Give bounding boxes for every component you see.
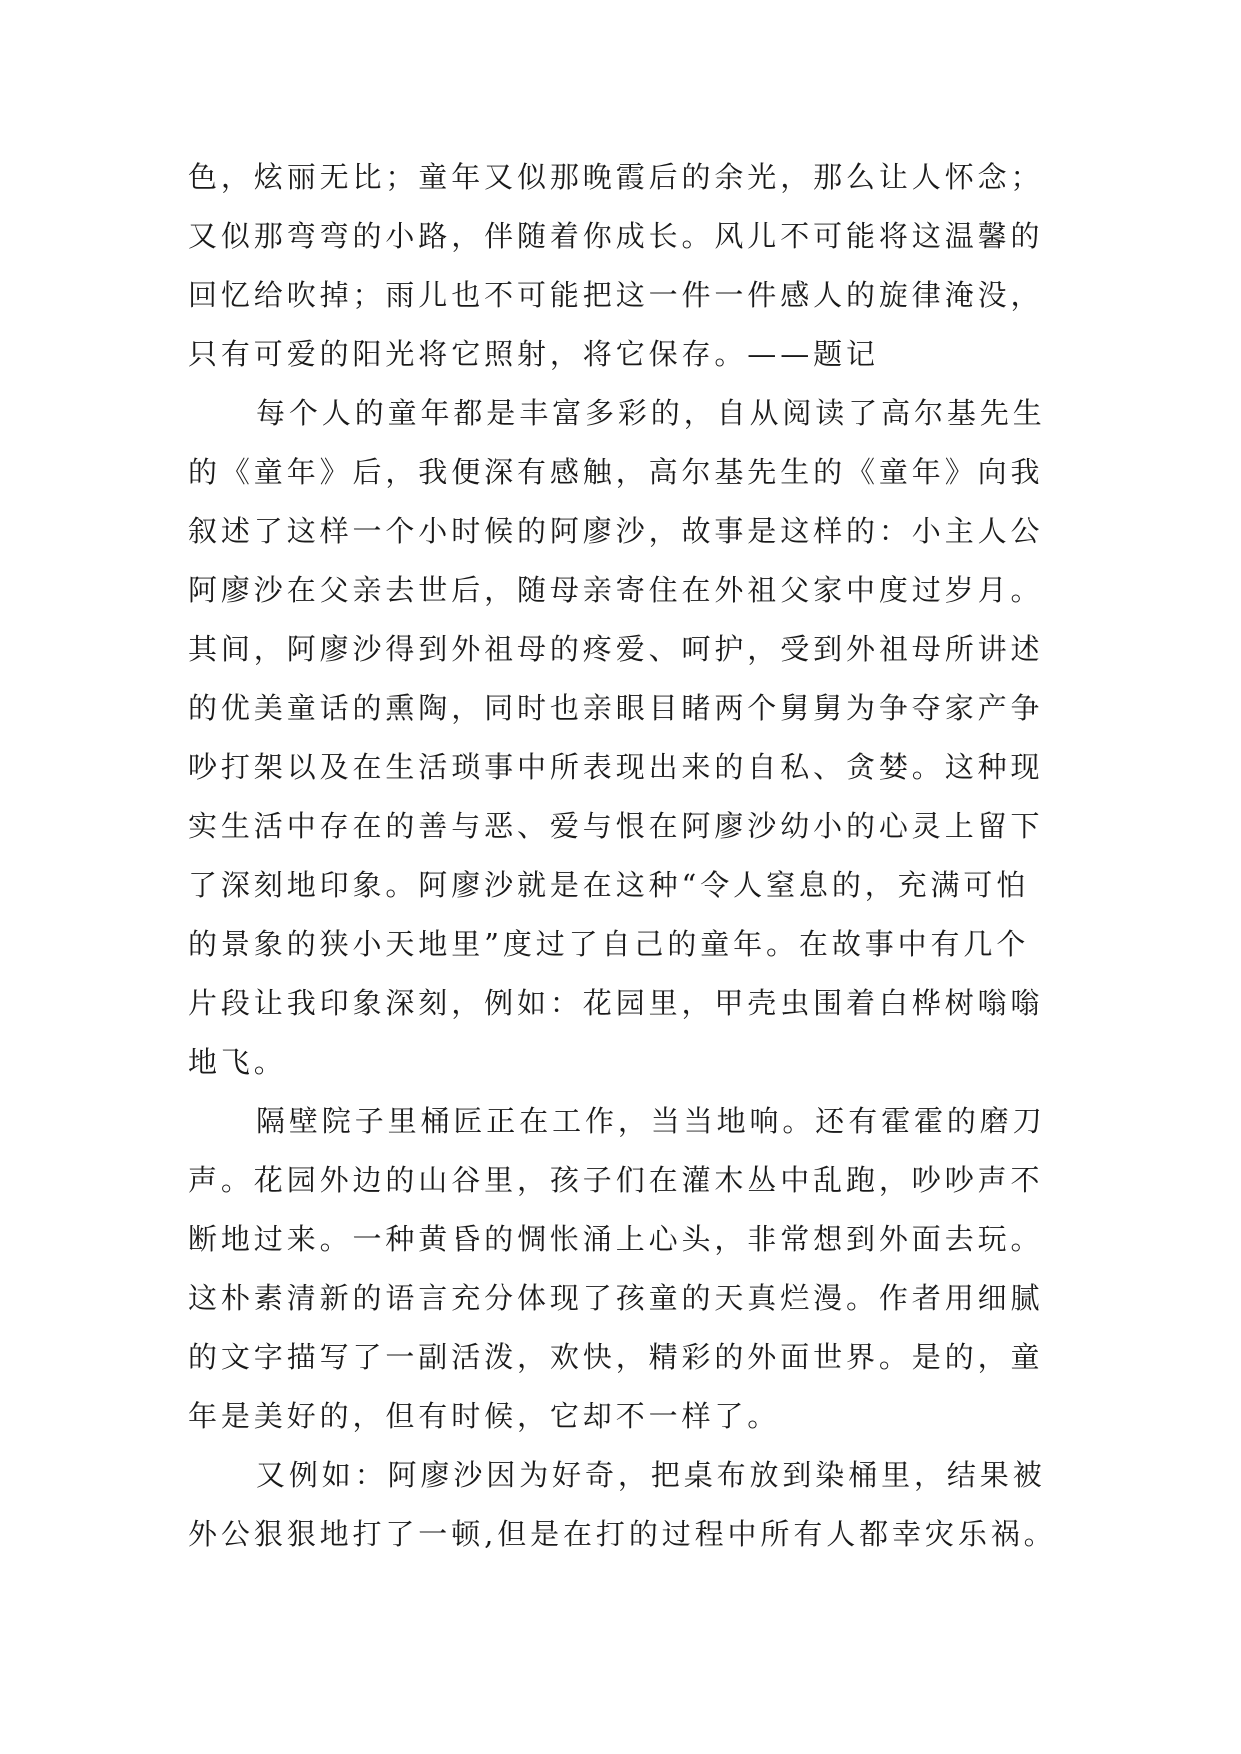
text-line: 这朴素清新的语言充分体现了孩童的天真烂漫。作者用细腻 xyxy=(188,1281,1044,1315)
text-line: 其间，阿廖沙得到外祖母的疼爱、呵护，受到外祖母所讲述 xyxy=(188,632,1044,666)
text-line: 又似那弯弯的小路，伴随着你成长。风儿不可能将这温馨的 xyxy=(188,219,1044,253)
text-line: 隔壁院子里桶匠正在工作，当当地响。还有霍霍的磨刀 xyxy=(256,1104,1046,1138)
text-line: 又例如：阿廖沙因为好奇，把桌布放到染桶里，结果被 xyxy=(256,1458,1046,1492)
text-line: 外公狠狠地打了一顿,但是在打的过程中所有人都幸灾乐祸。 xyxy=(188,1517,1057,1551)
text-line: 的景象的狭小天地里”度过了自己的童年。在故事中有几个 xyxy=(188,927,1030,961)
text-line: 的《童年》后，我便深有感触，高尔基先生的《童年》向我 xyxy=(188,455,1044,489)
text-line: 阿廖沙在父亲去世后，随母亲寄住在外祖父家中度过岁月。 xyxy=(188,573,1044,607)
text-line: 的文字描写了一副活泼，欢快，精彩的外面世界。是的，童 xyxy=(188,1340,1044,1374)
paragraph-epigraph xyxy=(188,148,1068,384)
text-line: 叙述了这样一个小时候的阿廖沙，故事是这样的：小主人公 xyxy=(188,514,1044,548)
text-line: 色，炫丽无比；童年又似那晚霞后的余光，那么让人怀念； xyxy=(188,160,1044,194)
text-line: 地飞。 xyxy=(188,1045,287,1079)
text-line: 断地过来。一种黄昏的惆怅涌上心头，非常想到外面去玩。 xyxy=(188,1222,1044,1256)
text-line: 只有可爱的阳光将它照射，将它保存。——题记 xyxy=(188,337,879,371)
document-body xyxy=(188,148,1068,1564)
text-line: 声。花园外边的山谷里，孩子们在灌木丛中乱跑，吵吵声不 xyxy=(188,1163,1044,1197)
text-line: 每个人的童年都是丰富多彩的，自从阅读了高尔基先生 xyxy=(256,396,1046,430)
text-line: 吵打架以及在生活琐事中所表现出来的自私、贪婪。这种现 xyxy=(188,750,1044,784)
text-line: 年是美好的，但有时候，它却不一样了。 xyxy=(188,1399,781,1433)
text-line: 的优美童话的熏陶，同时也亲眼目睹两个舅舅为争夺家产争 xyxy=(188,691,1044,725)
paragraph-example xyxy=(188,1446,1068,1564)
text-line: 实生活中存在的善与恶、爱与恨在阿廖沙幼小的心灵上留下 xyxy=(188,809,1044,843)
paragraph-reading-intro xyxy=(188,384,1068,1092)
paragraph-garden-scene xyxy=(188,1092,1068,1446)
text-line: 片段让我印象深刻，例如：花园里，甲壳虫围着白桦树嗡嗡 xyxy=(188,986,1044,1020)
text-line: 回忆给吹掉；雨儿也不可能把这一件一件感人的旋律淹没， xyxy=(188,278,1044,312)
text-line: 了深刻地印象。阿廖沙就是在这种“令人窒息的，充满可怕 xyxy=(188,868,1030,902)
